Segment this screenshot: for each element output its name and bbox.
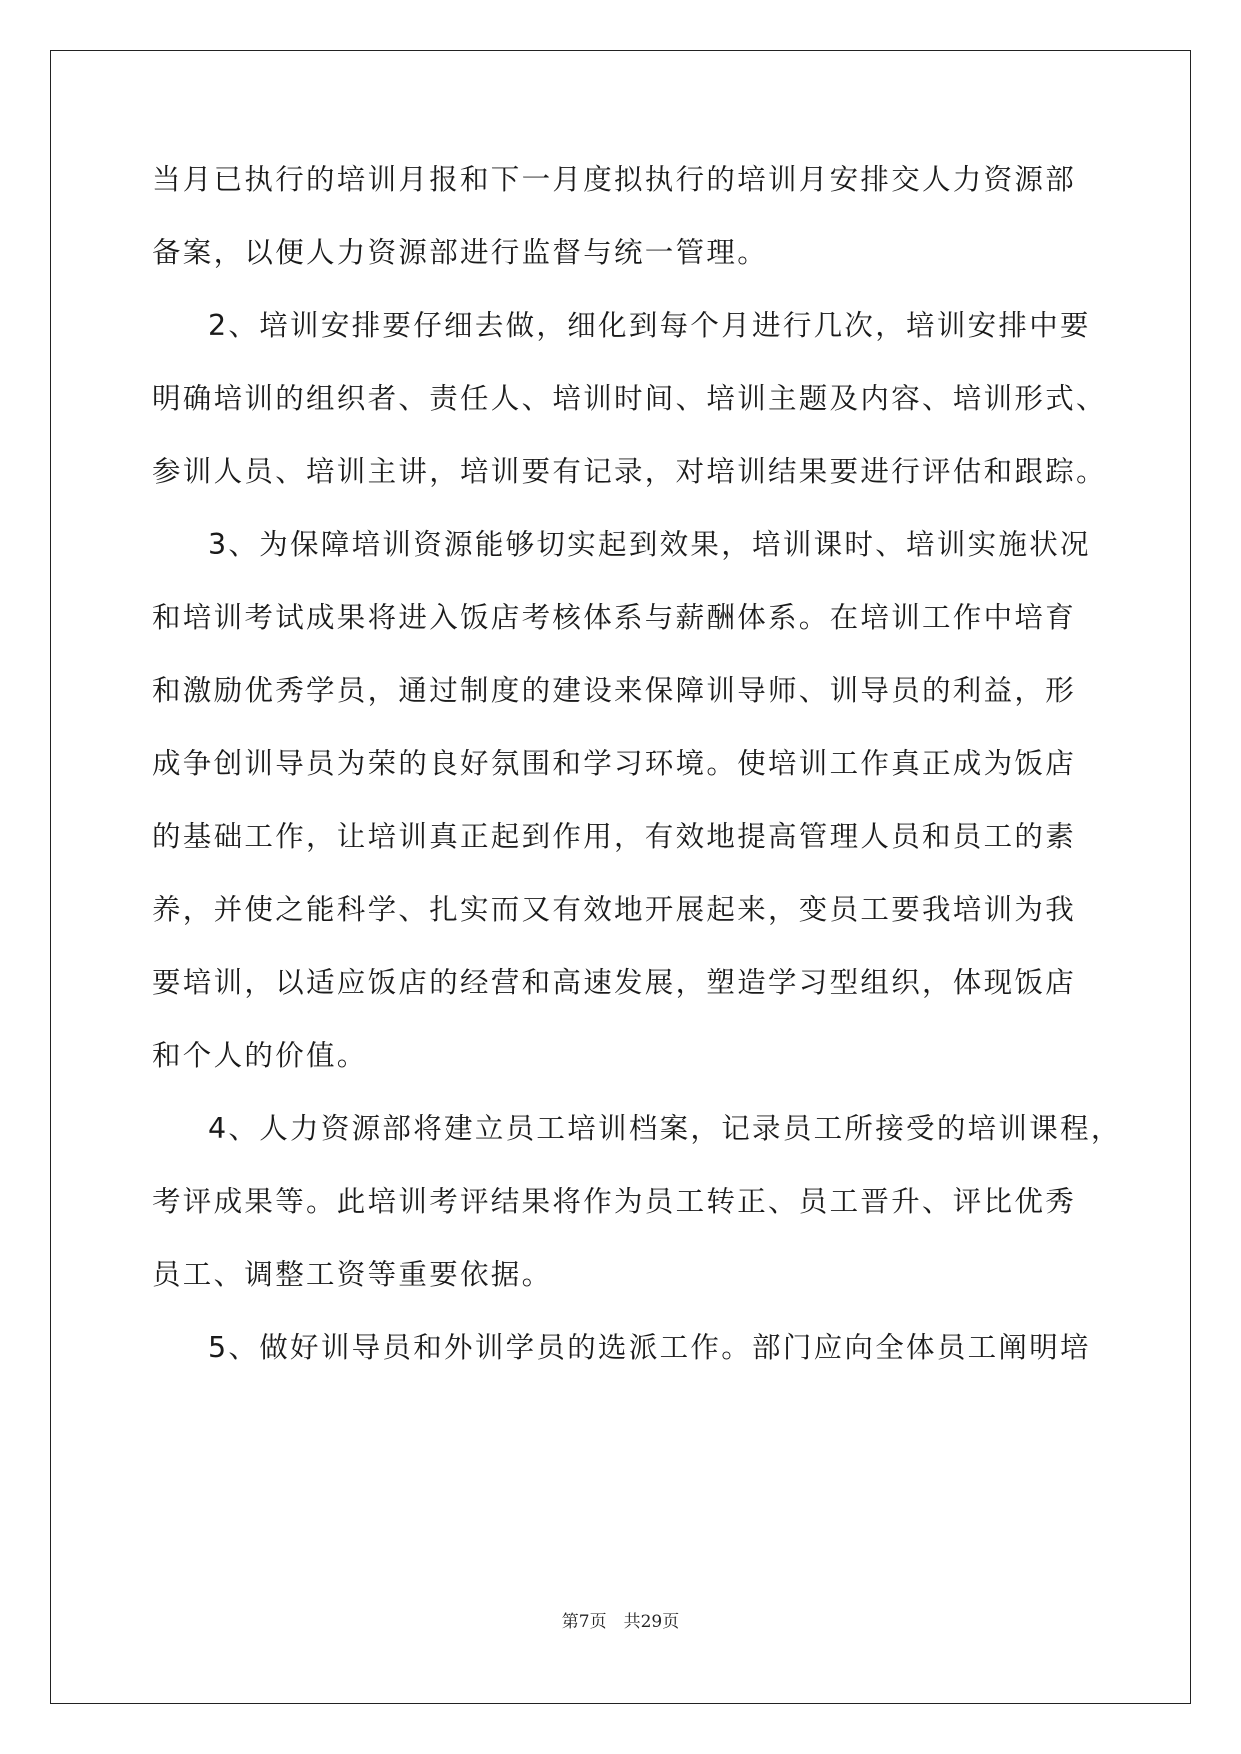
text-line: 的基础工作，让培训真正起到作用，有效地提高管理人员和员工的素 xyxy=(152,820,1077,853)
text-line: 2、培训安排要仔细去做，细化到每个月进行几次，培训安排中要 xyxy=(208,309,1091,342)
page-footer: 第7页 共29页 xyxy=(561,1612,680,1632)
text-line: 考评成果等。此培训考评结果将作为员工转正、员工晋升、评比优秀 xyxy=(152,1185,1077,1218)
text-line: 备案，以便人力资源部进行监督与统一管理。 xyxy=(152,236,769,269)
text-line: 要培训，以适应饭店的经营和高速发展，塑造学习型组织，体现饭店 xyxy=(152,966,1077,999)
text-line: 当月已执行的培训月报和下一月度拟执行的培训月安排交人力资源部 xyxy=(152,163,1077,196)
text-line: 和个人的价值。 xyxy=(152,1039,368,1072)
text-line: 参训人员、培训主讲，培训要有记录，对培训结果要进行评估和跟踪。 xyxy=(152,455,1107,488)
text-line: 成争创训导员为荣的良好氛围和学习环境。使培训工作真正成为饭店 xyxy=(152,747,1077,780)
text-line: 3、为保障培训资源能够切实起到效果，培训课时、培训实施状况 xyxy=(208,528,1091,561)
text-line: 4、人力资源部将建立员工培训档案，记录员工所接受的培训课程， xyxy=(208,1112,1122,1145)
text-line: 和激励优秀学员，通过制度的建设来保障训导师、训导员的利益，形 xyxy=(152,674,1077,707)
text-line: 员工、调整工资等重要依据。 xyxy=(152,1258,553,1291)
text-line: 5、做好训导员和外训学员的选派工作。部门应向全体员工阐明培 xyxy=(208,1331,1091,1364)
text-line: 养，并使之能科学、扎实而又有效地开展起来，变员工要我培训为我 xyxy=(152,893,1077,926)
text-line: 和培训考试成果将进入饭店考核体系与薪酬体系。在培训工作中培育 xyxy=(152,601,1077,634)
text-line: 明确培训的组织者、责任人、培训时间、培训主题及内容、培训形式、 xyxy=(152,382,1107,415)
page-frame xyxy=(50,50,1191,1704)
